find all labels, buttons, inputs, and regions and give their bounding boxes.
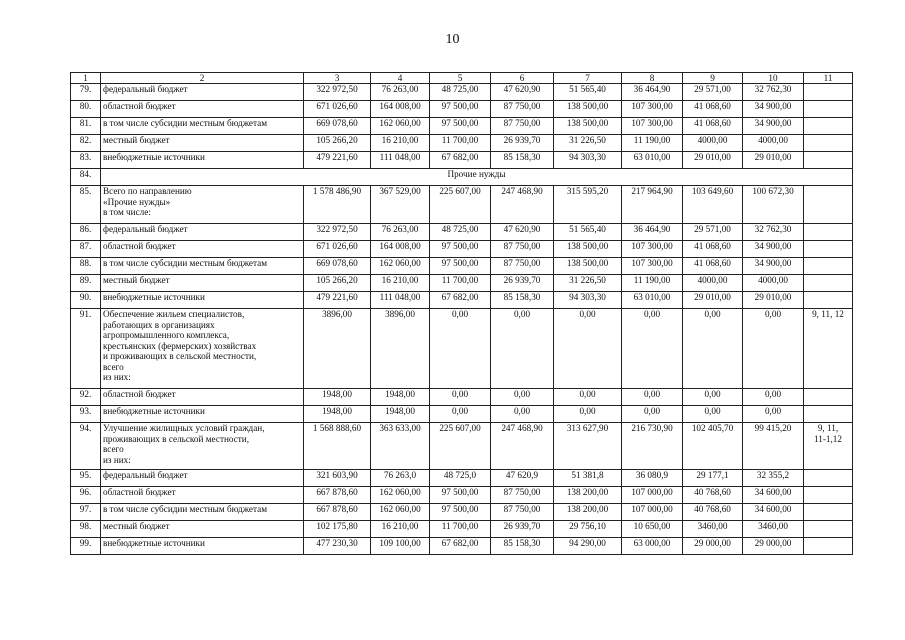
cell-value: 97 500,00 [430,241,491,258]
table-block [71,423,853,470]
cell-value: 667 878,60 [304,487,371,504]
table-row [71,521,853,538]
cell-value: 34 600,00 [743,504,804,521]
cell-value: 225 607,00 [430,423,491,470]
cell-value: 0,00 [554,406,622,423]
column-header: 1 [71,73,101,84]
cell-value: 138 500,00 [554,241,622,258]
table-row [71,224,853,241]
cell-value: 87 750,00 [491,258,554,275]
cell-value: 103 649,60 [683,186,743,224]
row-number: 98. [71,521,101,538]
row-number: 81. [71,118,101,135]
cell-value: 3460,00 [743,521,804,538]
cell-value: 11 190,00 [622,135,683,152]
cell-value: 1948,00 [371,406,430,423]
cell-value: 63 000,00 [622,538,683,555]
cell-value: 26 939,70 [491,275,554,292]
table-block [71,309,853,389]
cell-value: 138 200,00 [554,487,622,504]
cell-value: 107 300,00 [622,258,683,275]
cell-value: 10 650,00 [622,521,683,538]
cell-reference [804,406,853,423]
row-name: федеральный бюджет [101,224,304,241]
row-name: в том числе субсидии местным бюджетам [101,258,304,275]
cell-value: 217 964,90 [622,186,683,224]
cell-value: 4000,00 [743,135,804,152]
table-row [71,423,853,470]
cell-reference [804,487,853,504]
page-number: 10 [445,32,460,47]
cell-reference: 9, 11, 12 [804,309,853,389]
cell-value: 0,00 [622,309,683,389]
cell-value: 94 303,30 [554,152,622,169]
cell-value: 51 381,8 [554,470,622,487]
cell-value: 111 048,00 [371,292,430,309]
cell-value: 0,00 [622,406,683,423]
cell-value: 669 078,60 [304,258,371,275]
row-name: Обеспечение жильем специалистов, работающих в организациях агропромышленного комплекса, крестьянских (фермерских) хозяйствах и проживающих в сельской местности, всего из них: [101,309,304,389]
cell-value: 1948,00 [304,406,371,423]
cell-value: 107 300,00 [622,118,683,135]
cell-value: 162 060,00 [371,487,430,504]
table-block [71,470,853,555]
cell-value: 87 750,00 [491,118,554,135]
cell-value: 0,00 [491,309,554,389]
cell-value: 0,00 [683,389,743,406]
cell-value: 40 768,60 [683,504,743,521]
row-name: Улучшение жилищных условий граждан, проживающих в сельской местности, всего из них: [101,423,304,470]
cell-value: 367 529,00 [371,186,430,224]
cell-value: 11 700,00 [430,275,491,292]
row-number: 97. [71,504,101,521]
row-number: 84. [71,169,101,186]
cell-value: 67 682,00 [430,538,491,555]
cell-value: 16 210,00 [371,521,430,538]
cell-value: 671 026,60 [304,241,371,258]
cell-value: 41 068,60 [683,241,743,258]
row-number: 94. [71,423,101,470]
cell-value: 36 464,90 [622,84,683,101]
table-row [71,470,853,487]
column-header: 8 [622,73,683,84]
cell-value: 0,00 [743,389,804,406]
table-row [71,84,853,101]
cell-value: 41 068,60 [683,258,743,275]
cell-reference [804,84,853,101]
row-name: областной бюджет [101,241,304,258]
table-row [71,275,853,292]
row-number: 83. [71,152,101,169]
cell-value: 3460,00 [683,521,743,538]
cell-value: 4000,00 [683,135,743,152]
cell-value: 138 500,00 [554,101,622,118]
cell-value: 107 300,00 [622,241,683,258]
cell-value: 671 026,60 [304,101,371,118]
cell-reference [804,258,853,275]
row-number: 89. [71,275,101,292]
table-row [71,135,853,152]
row-name: внебюджетные источники [101,538,304,555]
cell-reference [804,135,853,152]
cell-value: 1 578 486,90 [304,186,371,224]
row-number: 99. [71,538,101,555]
cell-value: 97 500,00 [430,118,491,135]
table-row [71,152,853,169]
cell-value: 313 627,90 [554,423,622,470]
cell-value: 97 500,00 [430,258,491,275]
cell-value: 16 210,00 [371,135,430,152]
cell-value: 102 175,80 [304,521,371,538]
cell-value: 225 607,00 [430,186,491,224]
row-name: местный бюджет [101,275,304,292]
cell-value: 87 750,00 [491,504,554,521]
row-number: 96. [71,487,101,504]
row-name: в том числе субсидии местным бюджетам [101,118,304,135]
cell-value: 29 010,00 [683,152,743,169]
cell-value: 0,00 [491,406,554,423]
row-number: 91. [71,309,101,389]
cell-value: 105 266,20 [304,135,371,152]
row-number: 80. [71,101,101,118]
row-number: 79. [71,84,101,101]
row-number: 82. [71,135,101,152]
row-name: областной бюджет [101,389,304,406]
table-row [71,406,853,423]
cell-reference [804,241,853,258]
cell-value: 85 158,30 [491,538,554,555]
cell-value: 138 500,00 [554,258,622,275]
cell-reference [804,538,853,555]
table-row [71,258,853,275]
cell-value: 32 762,30 [743,84,804,101]
cell-value: 4000,00 [743,275,804,292]
cell-reference [804,275,853,292]
cell-value: 1948,00 [371,389,430,406]
cell-value: 40 768,60 [683,487,743,504]
cell-reference [804,521,853,538]
cell-value: 97 500,00 [430,504,491,521]
row-name: федеральный бюджет [101,84,304,101]
table-row [71,504,853,521]
cell-value: 41 068,60 [683,118,743,135]
cell-value: 315 595,20 [554,186,622,224]
row-name: местный бюджет [101,135,304,152]
table-row [71,389,853,406]
column-header: 11 [804,73,853,84]
cell-value: 99 415,20 [743,423,804,470]
table-row [71,487,853,504]
cell-value: 100 672,30 [743,186,804,224]
cell-value: 76 263,0 [371,470,430,487]
cell-value: 67 682,00 [430,152,491,169]
cell-value: 48 725,00 [430,224,491,241]
cell-value: 247 468,90 [491,186,554,224]
cell-value: 216 730,90 [622,423,683,470]
cell-value: 34 900,00 [743,118,804,135]
column-header: 7 [554,73,622,84]
cell-value: 85 158,30 [491,152,554,169]
cell-value: 36 464,90 [622,224,683,241]
table-row [71,309,853,389]
table-row [71,101,853,118]
cell-value: 34 900,00 [743,101,804,118]
table-block [71,389,853,423]
row-name: внебюджетные источники [101,152,304,169]
cell-value: 111 048,00 [371,152,430,169]
cell-value: 32 762,30 [743,224,804,241]
row-number: 87. [71,241,101,258]
cell-value: 0,00 [743,406,804,423]
cell-value: 94 290,00 [554,538,622,555]
cell-value: 247 468,90 [491,423,554,470]
table-block [71,169,853,224]
row-number: 85. [71,186,101,224]
cell-value: 11 700,00 [430,135,491,152]
cell-value: 164 008,00 [371,241,430,258]
cell-value: 47 620,9 [491,470,554,487]
cell-value: 4000,00 [683,275,743,292]
cell-value: 48 725,00 [430,84,491,101]
cell-value: 477 230,30 [304,538,371,555]
row-number: 86. [71,224,101,241]
cell-value: 97 500,00 [430,487,491,504]
cell-value: 36 080,9 [622,470,683,487]
cell-reference [804,389,853,406]
column-header: 10 [743,73,804,84]
cell-value: 321 603,90 [304,470,371,487]
column-header: 5 [430,73,491,84]
table-row [71,292,853,309]
cell-value: 29 000,00 [743,538,804,555]
cell-value: 26 939,70 [491,135,554,152]
cell-value: 322 972,50 [304,84,371,101]
cell-value: 67 682,00 [430,292,491,309]
cell-value: 479 221,60 [304,152,371,169]
cell-value: 87 750,00 [491,487,554,504]
row-number: 90. [71,292,101,309]
row-number: 92. [71,389,101,406]
cell-value: 29 010,00 [743,152,804,169]
cell-value: 162 060,00 [371,258,430,275]
cell-value: 34 600,00 [743,487,804,504]
cell-value: 87 750,00 [491,101,554,118]
cell-value: 29 010,00 [683,292,743,309]
row-name: областной бюджет [101,487,304,504]
cell-reference [804,470,853,487]
cell-value: 107 000,00 [622,487,683,504]
cell-value: 29 177,1 [683,470,743,487]
cell-reference [804,101,853,118]
cell-value: 107 000,00 [622,504,683,521]
cell-value: 0,00 [683,309,743,389]
column-header: 6 [491,73,554,84]
cell-value: 0,00 [622,389,683,406]
cell-value: 63 010,00 [622,292,683,309]
cell-reference [804,224,853,241]
table-header-row [71,73,853,84]
cell-value: 109 100,00 [371,538,430,555]
cell-value: 105 266,20 [304,275,371,292]
table-row [71,241,853,258]
cell-value: 138 500,00 [554,118,622,135]
cell-value: 11 700,00 [430,521,491,538]
cell-reference [804,118,853,135]
cell-value: 29 571,00 [683,84,743,101]
cell-value: 51 565,40 [554,224,622,241]
cell-value: 87 750,00 [491,241,554,258]
column-header: 3 [304,73,371,84]
section-title: Прочие нужды [101,169,853,186]
row-number: 93. [71,406,101,423]
cell-value: 34 900,00 [743,241,804,258]
cell-value: 94 303,30 [554,292,622,309]
cell-value: 363 633,00 [371,423,430,470]
cell-value: 669 078,60 [304,118,371,135]
table-block [71,84,853,169]
cell-value: 3896,00 [304,309,371,389]
cell-reference [804,504,853,521]
budget-table [70,72,853,555]
row-name: внебюджетные источники [101,406,304,423]
cell-value: 102 405,70 [683,423,743,470]
cell-value: 48 725,0 [430,470,491,487]
table-row [71,118,853,135]
row-name: в том числе субсидии местным бюджетам [101,504,304,521]
cell-value: 322 972,50 [304,224,371,241]
cell-value: 0,00 [430,389,491,406]
column-header: 2 [101,73,304,84]
table-row [71,538,853,555]
cell-value: 3896,00 [371,309,430,389]
cell-value: 29 571,00 [683,224,743,241]
cell-value: 97 500,00 [430,101,491,118]
cell-value: 63 010,00 [622,152,683,169]
cell-value: 31 226,50 [554,275,622,292]
row-number: 88. [71,258,101,275]
cell-value: 162 060,00 [371,118,430,135]
cell-value: 0,00 [683,406,743,423]
cell-value: 0,00 [430,406,491,423]
row-name: местный бюджет [101,521,304,538]
table-row [71,186,853,224]
cell-reference [804,292,853,309]
cell-value: 16 210,00 [371,275,430,292]
cell-value: 29 000,00 [683,538,743,555]
cell-value: 47 620,90 [491,84,554,101]
cell-value: 76 263,00 [371,224,430,241]
cell-value: 32 355,2 [743,470,804,487]
cell-value: 26 939,70 [491,521,554,538]
cell-value: 479 221,60 [304,292,371,309]
row-name: федеральный бюджет [101,470,304,487]
cell-value: 31 226,50 [554,135,622,152]
cell-value: 1 568 888,60 [304,423,371,470]
cell-value: 164 008,00 [371,101,430,118]
cell-value: 107 300,00 [622,101,683,118]
cell-value: 667 878,60 [304,504,371,521]
cell-value: 1948,00 [304,389,371,406]
row-name: областной бюджет [101,101,304,118]
cell-value: 51 565,40 [554,84,622,101]
cell-value: 29 756,10 [554,521,622,538]
row-name: Всего по направлению «Прочие нужды» в том числе: [101,186,304,224]
cell-value: 76 263,00 [371,84,430,101]
cell-value: 0,00 [554,309,622,389]
cell-value: 47 620,90 [491,224,554,241]
cell-value: 0,00 [491,389,554,406]
table-block [71,224,853,309]
cell-value: 11 190,00 [622,275,683,292]
section-row [71,169,853,186]
column-header: 9 [683,73,743,84]
cell-reference: 9, 11, 11-1,12 [804,423,853,470]
row-number: 95. [71,470,101,487]
row-name: внебюджетные источники [101,292,304,309]
cell-value: 34 900,00 [743,258,804,275]
column-header: 4 [371,73,430,84]
cell-value: 41 068,60 [683,101,743,118]
cell-value: 0,00 [743,309,804,389]
cell-reference [804,186,853,224]
cell-value: 0,00 [430,309,491,389]
cell-reference [804,152,853,169]
cell-value: 85 158,30 [491,292,554,309]
cell-value: 138 200,00 [554,504,622,521]
cell-value: 0,00 [554,389,622,406]
cell-value: 29 010,00 [743,292,804,309]
cell-value: 162 060,00 [371,504,430,521]
